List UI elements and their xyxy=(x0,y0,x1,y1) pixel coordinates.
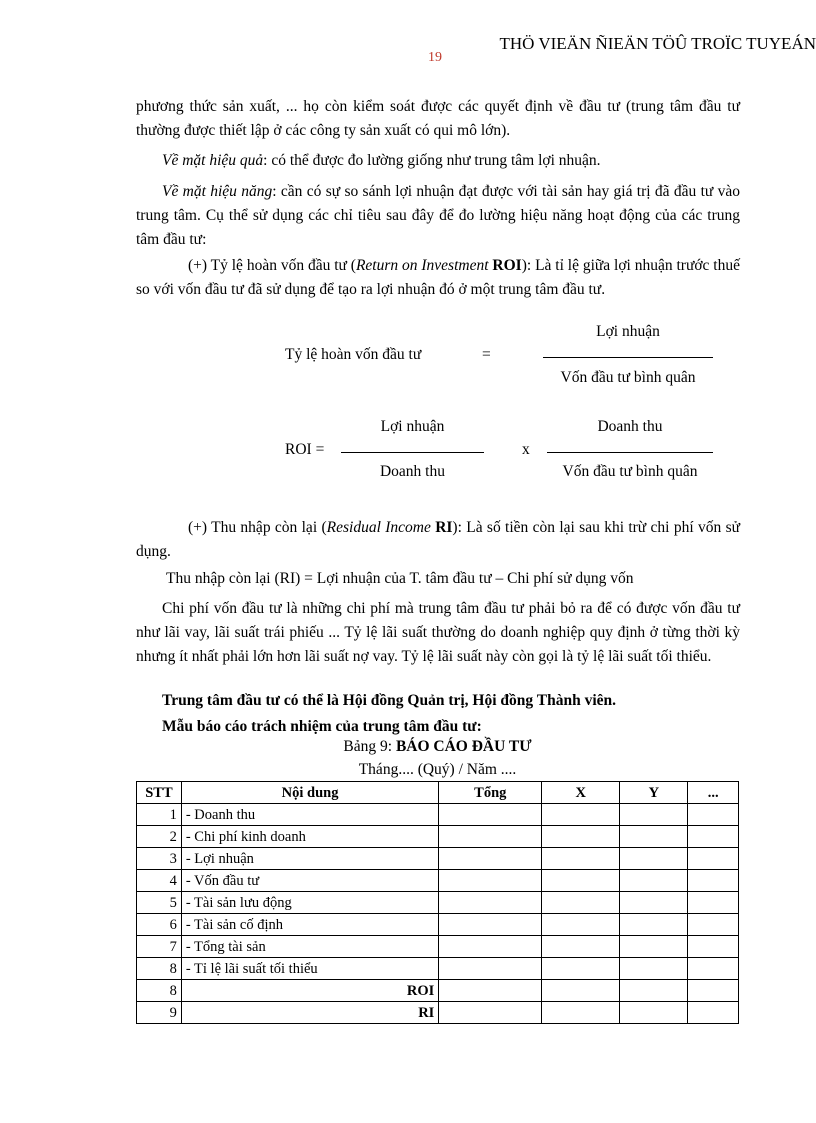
paragraph-report-template: Mẫu báo cáo trách nhiệm của trung tâm đầu tư: xyxy=(162,718,482,735)
row-content: - Tỉ lệ lãi suất tối thiểu xyxy=(181,958,438,980)
row-stt: 5 xyxy=(137,892,182,914)
row-stt: 3 xyxy=(137,848,182,870)
cell-x xyxy=(542,936,620,958)
cell-y xyxy=(620,826,688,848)
row-stt: 7 xyxy=(137,936,182,958)
formula2-denominator-1: Doanh thu xyxy=(379,463,445,480)
cell-total xyxy=(439,826,542,848)
table-row xyxy=(137,936,739,958)
formula1-fraction-line xyxy=(543,357,713,358)
formula2-left: ROI = xyxy=(285,441,325,458)
cell-total xyxy=(439,958,542,980)
cell-total xyxy=(439,1002,542,1024)
row-stt: 8 xyxy=(137,958,182,980)
table-row xyxy=(137,804,739,826)
cell-x xyxy=(542,804,620,826)
cell-more xyxy=(688,892,739,914)
cell-y xyxy=(620,870,688,892)
cell-total xyxy=(439,936,542,958)
cell-total xyxy=(439,870,542,892)
cell-more xyxy=(688,914,739,936)
cell-x xyxy=(542,958,620,980)
roi-def-prefix: (+) Tỷ lệ hoàn vốn đầu tư ( xyxy=(188,257,356,274)
cell-more xyxy=(688,1002,739,1024)
cell-more xyxy=(688,980,739,1002)
formula2-numerator-1: Lợi nhuận xyxy=(380,418,445,435)
cell-more xyxy=(688,936,739,958)
formula1-left: Tỷ lệ hoàn vốn đầu tư xyxy=(285,346,422,363)
efficiency-text: : cần có sự so sánh lợi nhuận đạt được với tài sản hay giá trị đã đầu tư vào trung tâm. Cụ thể sử dụng các chỉ tiêu sau đây để đo lường hiệu năng hoạt động của các trung tâm đầu tư: xyxy=(136,183,740,248)
cell-y xyxy=(620,892,688,914)
row-stt: 4 xyxy=(137,870,182,892)
cell-x xyxy=(542,1002,620,1024)
row-content: ROI xyxy=(181,980,438,1002)
row-content: - Vốn đầu tư xyxy=(181,870,438,892)
paragraph-investment-center-board: Trung tâm đầu tư có thể là Hội đồng Quản trị, Hội đồng Thành viên. xyxy=(162,692,617,709)
paragraph-1: phương thức sản xuất, ... họ còn kiểm soát được các quyết định về đầu tư (trung tâm đầu tư thường được thiết lập ở các công ty sản xuất có qui mô lớn). xyxy=(136,98,740,139)
cell-x xyxy=(542,870,620,892)
row-stt: 8 xyxy=(137,980,182,1002)
table-row xyxy=(137,980,739,1002)
cell-y xyxy=(620,914,688,936)
paragraph-capital-cost: Chi phí vốn đầu tư là những chi phí mà trung tâm đầu tư phải bỏ ra để có được vốn đầu tư như lãi vay, lãi suất trái phiếu ... Tỷ lệ lãi suất thường do doanh nghiệp quy định ở từng thời kỳ nhưng ít nhất phải lớn hơn lãi suất nợ vay. Tỷ lệ lãi suất này còn gọi là tỷ lệ lãi suất tối thiểu. xyxy=(136,600,740,665)
table-subtitle: Tháng.... (Quý) / Năm .... xyxy=(358,761,517,778)
header-x: X xyxy=(542,782,620,804)
cell-y xyxy=(620,804,688,826)
cell-total xyxy=(439,892,542,914)
table-row xyxy=(137,914,739,936)
cell-x xyxy=(542,892,620,914)
ri-formula-line: Thu nhập còn lại (RI) = Lợi nhuận của T. tâm đầu tư – Chi phí sử dụng vốn xyxy=(166,570,634,587)
formula2-fraction-line-1 xyxy=(341,452,484,453)
header-title: THÖ VIEÄN ÑIEÄN TÖÛ TROÏC TUYEÁN xyxy=(499,34,816,53)
cell-total xyxy=(439,804,542,826)
formula1-denominator: Vốn đầu tư bình quân xyxy=(560,369,696,386)
table-header-row xyxy=(137,782,739,804)
row-stt: 2 xyxy=(137,826,182,848)
cell-total xyxy=(439,980,542,1002)
cell-more xyxy=(688,958,739,980)
paragraph-effectiveness xyxy=(136,149,740,173)
table-caption-title: BÁO CÁO ĐẦU TƯ xyxy=(395,738,532,755)
roi-abbrev: ROI xyxy=(492,257,522,274)
row-content: - Chi phí kinh doanh xyxy=(181,826,438,848)
row-content: - Tài sản cố định xyxy=(181,914,438,936)
cell-more xyxy=(688,826,739,848)
formula2-numerator-2: Doanh thu xyxy=(597,418,663,435)
table-row xyxy=(137,1002,739,1024)
cell-y xyxy=(620,980,688,1002)
cell-more xyxy=(688,804,739,826)
cell-x xyxy=(542,980,620,1002)
page-number: 19 xyxy=(428,50,442,65)
cell-more xyxy=(688,848,739,870)
header-content: Nội dung xyxy=(181,782,438,804)
table-row xyxy=(137,848,739,870)
paragraph-ri-definition xyxy=(136,516,740,564)
row-stt: 1 xyxy=(137,804,182,826)
table-caption-prefix: Bảng 9: xyxy=(343,738,396,755)
effectiveness-label: Về mặt hiệu quả xyxy=(162,152,264,169)
cell-y xyxy=(620,936,688,958)
header-y: Y xyxy=(620,782,688,804)
efficiency-label: Về mặt hiệu năng xyxy=(162,183,273,200)
formula2-denominator-2: Vốn đầu tư bình quân xyxy=(562,463,698,480)
cell-y xyxy=(620,958,688,980)
table-row xyxy=(137,826,739,848)
formula1-equals: = xyxy=(482,346,491,363)
row-content: - Lợi nhuận xyxy=(181,848,438,870)
cell-y xyxy=(620,1002,688,1024)
table-row xyxy=(137,958,739,980)
row-content: - Tổng tài sản xyxy=(181,936,438,958)
roi-def-text: ): Là tỉ lệ giữa lợi nhuận trước thuế so với vốn đầu tư đã sử dụng để tạo ra lợi nhuận đó ở một trung tâm đầu tư. xyxy=(136,257,740,298)
cell-x xyxy=(542,914,620,936)
cell-x xyxy=(542,848,620,870)
row-stt: 6 xyxy=(137,914,182,936)
cell-x xyxy=(542,826,620,848)
effectiveness-text: : có thể được đo lường giống như trung tâm lợi nhuận. xyxy=(263,152,601,169)
formula2-fraction-line-2 xyxy=(547,452,713,453)
paragraph-roi-definition xyxy=(136,254,740,302)
cell-y xyxy=(620,848,688,870)
cell-more xyxy=(688,870,739,892)
header-total: Tổng xyxy=(439,782,542,804)
row-content: RI xyxy=(181,1002,438,1024)
ri-abbrev: RI xyxy=(435,519,453,536)
paragraph-efficiency xyxy=(136,180,740,252)
table-row xyxy=(137,870,739,892)
ri-def-prefix: (+) Thu nhập còn lại ( xyxy=(188,519,327,536)
ri-def-text: ): Là số tiền còn lại sau khi trừ chi phí vốn sử dụng. xyxy=(136,519,741,560)
roi-english-term: Return on Investment xyxy=(355,257,489,274)
ri-english-term: Residual Income xyxy=(326,519,431,536)
row-stt: 9 xyxy=(137,1002,182,1024)
formula2-times: x xyxy=(522,441,530,458)
formula1-numerator: Lợi nhuận xyxy=(596,323,660,340)
cell-total xyxy=(439,848,542,870)
header-more: ... xyxy=(688,782,739,804)
header-stt: STT xyxy=(137,782,182,804)
table-caption xyxy=(136,738,739,756)
investment-report-table xyxy=(136,781,739,1024)
row-content: - Doanh thu xyxy=(181,804,438,826)
table-row xyxy=(137,892,739,914)
row-content: - Tài sản lưu động xyxy=(181,892,438,914)
cell-total xyxy=(439,914,542,936)
